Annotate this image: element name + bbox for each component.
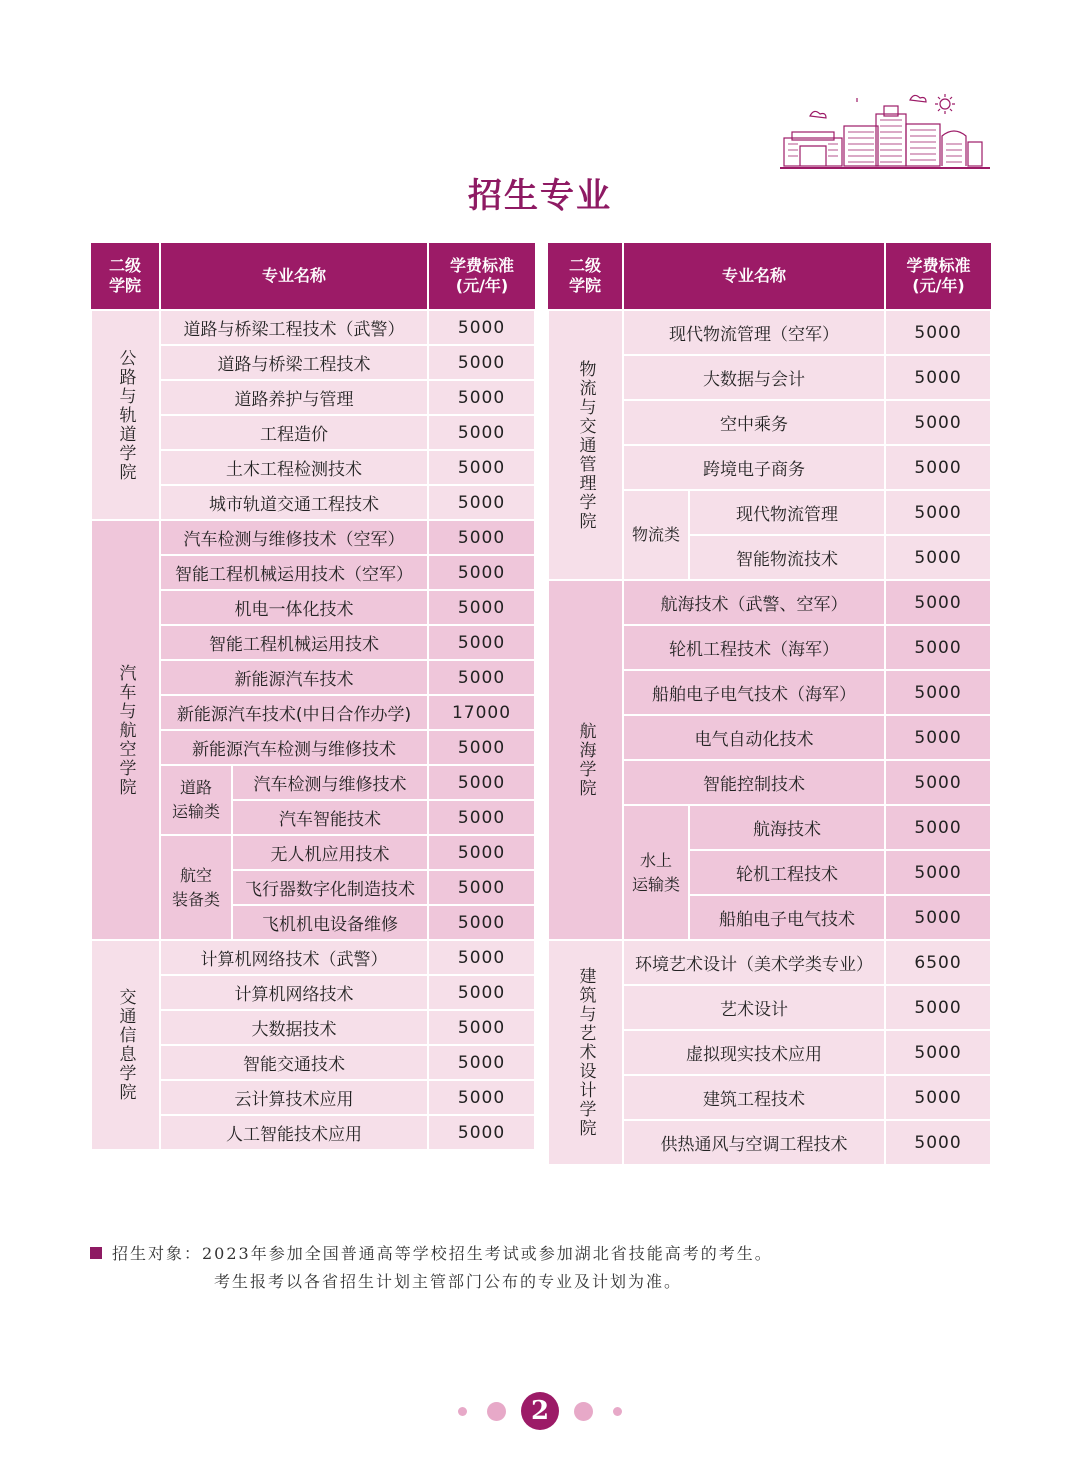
fee-cell: 5000 xyxy=(428,765,535,800)
major-cell: 无人机应用技术 xyxy=(232,835,428,870)
header-fee: 学费标准 (元/年) xyxy=(428,243,535,310)
major-cell: 计算机网络技术 xyxy=(160,975,428,1010)
major-cell: 建筑工程技术 xyxy=(623,1075,885,1120)
major-cell: 智能控制技术 xyxy=(623,760,885,805)
major-cell: 智能工程机械运用技术 xyxy=(160,625,428,660)
major-cell: 计算机网络技术（武警） xyxy=(160,940,428,975)
fee-cell: 5000 xyxy=(428,380,535,415)
major-cell: 大数据技术 xyxy=(160,1010,428,1045)
major-cell: 船舶电子电气技术（海军） xyxy=(623,670,885,715)
fee-cell: 5000 xyxy=(428,590,535,625)
major-cell: 道路与桥梁工程技术（武警） xyxy=(160,310,428,345)
major-cell: 道路与桥梁工程技术 xyxy=(160,345,428,380)
major-cell: 轮机工程技术（海军） xyxy=(623,625,885,670)
major-cell: 大数据与会计 xyxy=(623,355,885,400)
major-cell: 机电一体化技术 xyxy=(160,590,428,625)
major-cell: 现代物流管理 xyxy=(689,490,885,535)
fee-cell: 5000 xyxy=(428,660,535,695)
fee-cell: 5000 xyxy=(885,1030,991,1075)
major-cell: 新能源汽车技术(中日合作办学) xyxy=(160,695,428,730)
major-cell: 船舶电子电气技术 xyxy=(689,895,885,940)
fee-cell: 5000 xyxy=(428,730,535,765)
page-dot xyxy=(458,1407,467,1416)
major-cell: 现代物流管理（空军） xyxy=(623,310,885,355)
header-major: 专业名称 xyxy=(623,243,885,310)
major-cell: 跨境电子商务 xyxy=(623,445,885,490)
fee-cell: 5000 xyxy=(428,975,535,1010)
fee-cell: 5000 xyxy=(885,1120,991,1165)
fee-cell: 5000 xyxy=(885,400,991,445)
fee-cell: 5000 xyxy=(885,895,991,940)
category-cell: 物流类 xyxy=(623,490,689,580)
fee-cell: 5000 xyxy=(428,1010,535,1045)
table-row xyxy=(548,940,991,985)
major-cell: 道路养护与管理 xyxy=(160,380,428,415)
fee-cell: 5000 xyxy=(428,555,535,590)
major-cell: 智能物流技术 xyxy=(689,535,885,580)
fee-cell: 5000 xyxy=(885,625,991,670)
major-cell: 云计算技术应用 xyxy=(160,1080,428,1115)
major-cell: 人工智能技术应用 xyxy=(160,1115,428,1150)
table-row xyxy=(548,310,991,355)
table-row xyxy=(91,520,535,555)
major-cell: 航海技术（武警、空军） xyxy=(623,580,885,625)
category-cell: 水上 运输类 xyxy=(623,805,689,940)
major-cell: 环境艺术设计（美术学类专业） xyxy=(623,940,885,985)
college-cell: 交通信息学院 xyxy=(91,940,160,1150)
fee-cell: 5000 xyxy=(885,850,991,895)
major-cell: 飞行器数字化制造技术 xyxy=(232,870,428,905)
fee-cell: 5000 xyxy=(885,760,991,805)
table-row xyxy=(91,940,535,975)
major-cell: 汽车检测与维修技术（空军） xyxy=(160,520,428,555)
page-dot xyxy=(574,1402,593,1421)
major-cell: 艺术设计 xyxy=(623,985,885,1030)
page-number: 2 xyxy=(521,1392,559,1430)
fee-cell: 5000 xyxy=(428,940,535,975)
page-indicator xyxy=(0,1392,1080,1432)
major-cell: 工程造价 xyxy=(160,415,428,450)
page-dot xyxy=(487,1402,506,1421)
college-cell: 物流与交通管理学院 xyxy=(548,310,623,580)
fee-cell: 5000 xyxy=(428,310,535,345)
fee-cell: 5000 xyxy=(428,415,535,450)
note-line-1: 招生对象：2023年参加全国普通高等学校招生考试或参加湖北省技能高考的考生。 xyxy=(112,1244,773,1263)
major-cell: 轮机工程技术 xyxy=(689,850,885,895)
major-cell: 供热通风与空调工程技术 xyxy=(623,1120,885,1165)
category-cell: 航空 装备类 xyxy=(160,835,232,940)
major-cell: 新能源汽车技术 xyxy=(160,660,428,695)
fee-cell: 5000 xyxy=(885,445,991,490)
fee-cell: 5000 xyxy=(428,870,535,905)
page-dot xyxy=(613,1407,622,1416)
fee-cell: 5000 xyxy=(428,1045,535,1080)
fee-cell: 5000 xyxy=(428,835,535,870)
campus-skyline-icon xyxy=(780,88,990,174)
major-cell: 智能工程机械运用技术（空军） xyxy=(160,555,428,590)
major-cell: 新能源汽车检测与维修技术 xyxy=(160,730,428,765)
college-cell: 公路与轨道学院 xyxy=(91,310,160,520)
header-fee: 学费标准 (元/年) xyxy=(885,243,991,310)
fee-cell: 5000 xyxy=(885,355,991,400)
header-college: 二级 学院 xyxy=(91,243,160,310)
major-cell: 航海技术 xyxy=(689,805,885,850)
fee-cell: 5000 xyxy=(428,800,535,835)
fee-cell: 5000 xyxy=(428,905,535,940)
fee-cell: 5000 xyxy=(428,345,535,380)
major-cell: 城市轨道交通工程技术 xyxy=(160,485,428,520)
college-cell: 汽车与航空学院 xyxy=(91,520,160,940)
fee-cell: 5000 xyxy=(885,670,991,715)
fee-cell: 6500 xyxy=(885,940,991,985)
majors-table-right xyxy=(547,243,992,1166)
header-major: 专业名称 xyxy=(160,243,428,310)
major-cell: 飞机机电设备维修 xyxy=(232,905,428,940)
category-cell: 道路 运输类 xyxy=(160,765,232,835)
college-cell: 建筑与艺术设计学院 xyxy=(548,940,623,1165)
major-cell: 空中乘务 xyxy=(623,400,885,445)
fee-cell: 5000 xyxy=(885,715,991,760)
fee-cell: 5000 xyxy=(885,535,991,580)
major-cell: 电气自动化技术 xyxy=(623,715,885,760)
fee-cell: 5000 xyxy=(885,580,991,625)
header-college: 二级 学院 xyxy=(548,243,623,310)
enrollment-note xyxy=(90,1240,773,1296)
major-cell: 智能交通技术 xyxy=(160,1045,428,1080)
major-cell: 汽车智能技术 xyxy=(232,800,428,835)
fee-cell: 5000 xyxy=(428,625,535,660)
fee-cell: 5000 xyxy=(428,1115,535,1150)
fee-cell: 5000 xyxy=(428,520,535,555)
majors-table-left xyxy=(90,243,536,1151)
fee-cell: 5000 xyxy=(885,490,991,535)
major-cell: 虚拟现实技术应用 xyxy=(623,1030,885,1075)
fee-cell: 5000 xyxy=(885,310,991,355)
major-cell: 汽车检测与维修技术 xyxy=(232,765,428,800)
fee-cell: 5000 xyxy=(428,485,535,520)
bullet-square-icon xyxy=(90,1247,102,1259)
fee-cell: 5000 xyxy=(428,1080,535,1115)
major-cell: 土木工程检测技术 xyxy=(160,450,428,485)
table-row xyxy=(548,580,991,625)
page-title: 招生专业 xyxy=(468,176,612,216)
college-cell: 航海学院 xyxy=(548,580,623,940)
note-line-2: 考生报考以各省招生计划主管部门公布的专业及计划为准。 xyxy=(214,1272,683,1291)
fee-cell: 17000 xyxy=(428,695,535,730)
fee-cell: 5000 xyxy=(428,450,535,485)
fee-cell: 5000 xyxy=(885,1075,991,1120)
fee-cell: 5000 xyxy=(885,805,991,850)
fee-cell: 5000 xyxy=(885,985,991,1030)
table-row xyxy=(91,310,535,345)
